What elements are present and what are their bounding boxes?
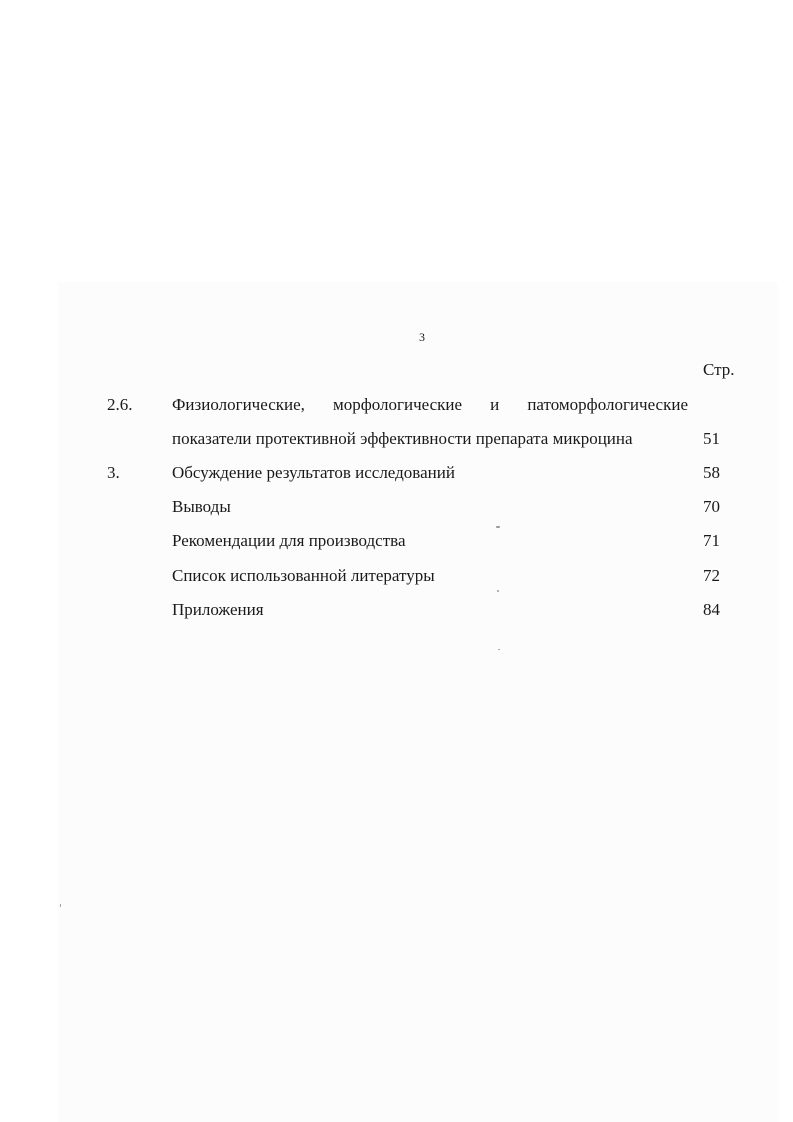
toc-entry-page: 72	[703, 566, 720, 585]
toc-entry-page: 70	[703, 497, 720, 516]
toc-entry-title: Физиологические, морфологические и патоморфологические	[172, 395, 688, 414]
scan-speck	[496, 526, 500, 528]
scan-speck	[497, 590, 499, 592]
toc-entry-page: 58	[703, 463, 720, 482]
toc-entry-page: 51	[703, 429, 720, 448]
toc-entry-title: показатели протективной эффективности препарата микроцина	[172, 429, 633, 448]
toc-entry-page: 71	[703, 531, 720, 550]
toc-entry-number: 3.	[107, 463, 120, 482]
toc-entry-title: Список использованной литературы	[172, 566, 435, 585]
pages-column-header: Стр.	[703, 360, 735, 379]
toc-entry-title: Выводы	[172, 497, 231, 516]
page-number: 3	[419, 330, 425, 344]
scan-speck	[498, 649, 500, 650]
toc-entry-page: 84	[703, 600, 720, 619]
scan-speck	[60, 904, 61, 907]
toc-entry-title: Рекомендации для производства	[172, 531, 406, 550]
toc-entry-title: Приложения	[172, 600, 264, 619]
toc-entry-number: 2.6.	[107, 395, 133, 414]
toc-entry-title: Обсуждение результатов исследований	[172, 463, 455, 482]
